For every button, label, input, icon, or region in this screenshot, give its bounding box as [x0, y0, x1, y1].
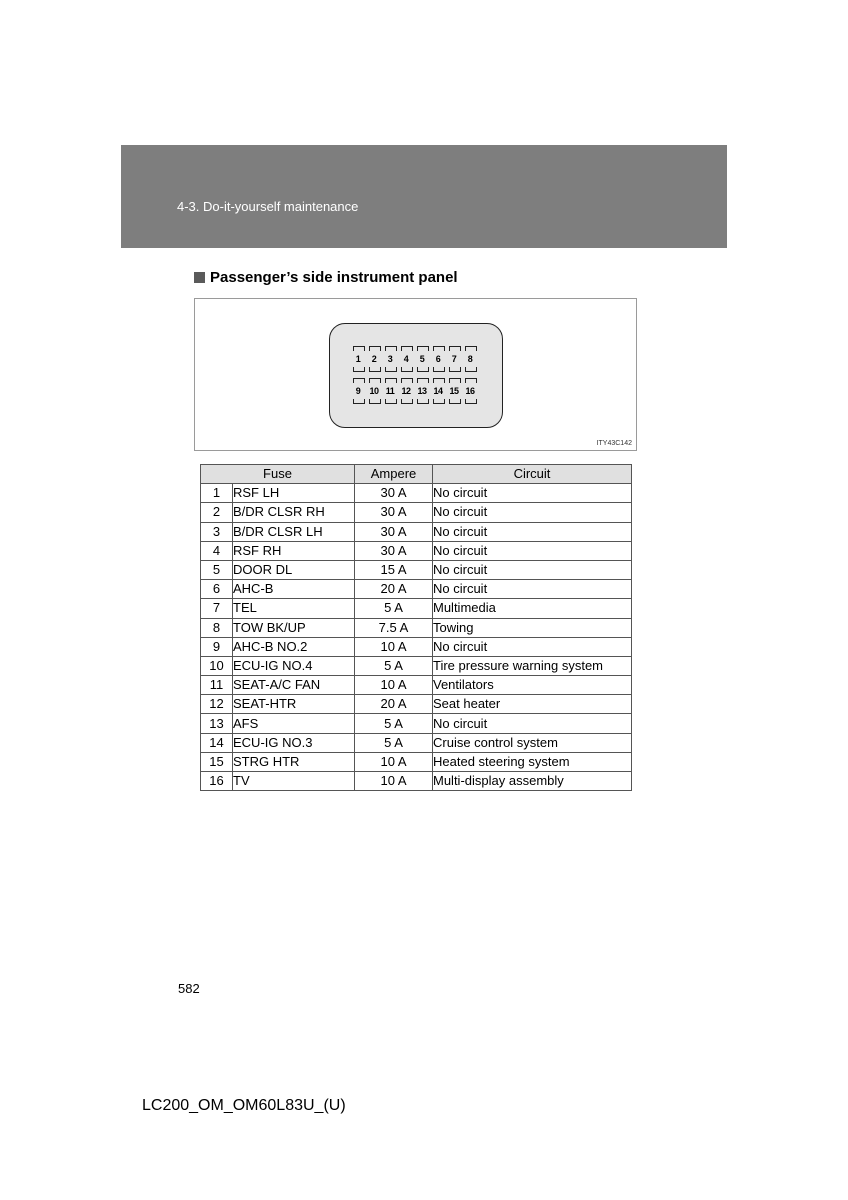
fuse-name-cell: B/DR CLSR LH [233, 522, 355, 541]
fuse-slot [383, 346, 399, 372]
circuit-cell: No circuit [433, 522, 632, 541]
table-row [201, 752, 632, 771]
ampere-cell: 30 A [355, 522, 433, 541]
table-row [201, 676, 632, 695]
fuse-slot [367, 346, 383, 372]
fuse-slot [399, 346, 415, 372]
fuse-slot [415, 378, 431, 404]
fuse-name-cell: SEAT-A/C FAN [233, 676, 355, 695]
circuit-cell: No circuit [433, 580, 632, 599]
fuse-name-cell: DOOR DL [233, 560, 355, 579]
fuse-box [329, 323, 503, 428]
table-row [201, 541, 632, 560]
fuse-number-cell: 6 [201, 580, 233, 599]
fuse-number: 1 [355, 354, 361, 364]
fuse-name-cell: TV [233, 772, 355, 791]
fuse-slot [431, 378, 447, 404]
table-row [201, 656, 632, 675]
ampere-cell: 30 A [355, 541, 433, 560]
fuse-name-cell: AFS [233, 714, 355, 733]
table-header-row [201, 465, 632, 484]
ampere-cell: 5 A [355, 656, 433, 675]
fuse-name-cell: TOW BK/UP [233, 618, 355, 637]
fuse-name-cell: TEL [233, 599, 355, 618]
fuse-number-cell: 5 [201, 560, 233, 579]
fuse-number: 7 [451, 354, 457, 364]
fuse-table-body [201, 484, 632, 791]
table-row [201, 733, 632, 752]
ampere-cell: 7.5 A [355, 618, 433, 637]
fuse-number-cell: 13 [201, 714, 233, 733]
table-row [201, 522, 632, 541]
ampere-cell: 15 A [355, 560, 433, 579]
fuse-slot [447, 346, 463, 372]
fuse-diagram [194, 298, 637, 451]
circuit-cell: No circuit [433, 503, 632, 522]
fuse-number-cell: 3 [201, 522, 233, 541]
fuse-name-cell: STRG HTR [233, 752, 355, 771]
section-header: 4-3. Do-it-yourself maintenance [177, 199, 359, 214]
fuse-number: 11 [385, 386, 395, 396]
fuse-number-cell: 16 [201, 772, 233, 791]
ampere-cell: 30 A [355, 484, 433, 503]
fuse-number-cell: 10 [201, 656, 233, 675]
circuit-cell: Tire pressure warning system [433, 656, 632, 675]
fuse-number: 16 [465, 386, 475, 396]
circuit-cell: Ventilators [433, 676, 632, 695]
fuse-name-cell: ECU-IG NO.3 [233, 733, 355, 752]
fuse-slot [367, 378, 383, 404]
fuse-number: 9 [355, 386, 361, 396]
fuse-name-cell: ECU-IG NO.4 [233, 656, 355, 675]
fuse-number: 2 [371, 354, 377, 364]
circuit-cell: No circuit [433, 714, 632, 733]
fuse-slot [351, 378, 367, 404]
table-row [201, 580, 632, 599]
table-row [201, 503, 632, 522]
table-row [201, 560, 632, 579]
fuse-slot [399, 378, 415, 404]
fuse-slot [447, 378, 463, 404]
ampere-cell: 5 A [355, 733, 433, 752]
square-bullet-icon [194, 272, 205, 283]
fuse-number: 15 [449, 386, 459, 396]
fuse-slot [431, 346, 447, 372]
fuse-number-cell: 14 [201, 733, 233, 752]
circuit-cell: Seat heater [433, 695, 632, 714]
fuse-number-cell: 7 [201, 599, 233, 618]
diagram-code: ITY43C142 [596, 440, 632, 447]
fuse-slot [463, 346, 479, 372]
fuse-number-cell: 1 [201, 484, 233, 503]
section-title-text: Passenger’s side instrument panel [210, 269, 458, 286]
fuse-number-cell: 9 [201, 637, 233, 656]
fuse-number: 14 [433, 386, 443, 396]
ampere-cell: 20 A [355, 695, 433, 714]
fuse-number: 12 [401, 386, 411, 396]
circuit-cell: No circuit [433, 484, 632, 503]
circuit-cell: No circuit [433, 560, 632, 579]
fuse-number-cell: 4 [201, 541, 233, 560]
fuse-number: 6 [435, 354, 441, 364]
fuse-number: 13 [417, 386, 427, 396]
fuse-number-cell: 12 [201, 695, 233, 714]
fuse-number-cell: 11 [201, 676, 233, 695]
circuit-cell: Multimedia [433, 599, 632, 618]
header-circuit: Circuit [433, 465, 632, 484]
circuit-cell: Cruise control system [433, 733, 632, 752]
circuit-cell: Multi-display assembly [433, 772, 632, 791]
fuse-name-cell: SEAT-HTR [233, 695, 355, 714]
fuse-slot [383, 378, 399, 404]
circuit-cell: No circuit [433, 541, 632, 560]
fuse-name-cell: AHC-B [233, 580, 355, 599]
fuse-number: 10 [369, 386, 379, 396]
table-row [201, 599, 632, 618]
section-title [194, 269, 458, 286]
fuse-row-bottom [351, 378, 479, 404]
fuse-name-cell: AHC-B NO.2 [233, 637, 355, 656]
table-row [201, 637, 632, 656]
header-band [121, 145, 727, 248]
table-row [201, 695, 632, 714]
fuse-number-cell: 15 [201, 752, 233, 771]
ampere-cell: 10 A [355, 772, 433, 791]
circuit-cell: No circuit [433, 637, 632, 656]
fuse-slot [415, 346, 431, 372]
fuse-name-cell: RSF RH [233, 541, 355, 560]
table-row [201, 714, 632, 733]
table-row [201, 772, 632, 791]
fuse-number: 8 [467, 354, 473, 364]
header-fuse: Fuse [201, 465, 355, 484]
fuse-name-cell: RSF LH [233, 484, 355, 503]
fuse-number: 5 [419, 354, 425, 364]
fuse-number-cell: 8 [201, 618, 233, 637]
ampere-cell: 5 A [355, 599, 433, 618]
ampere-cell: 20 A [355, 580, 433, 599]
ampere-cell: 10 A [355, 676, 433, 695]
document-code: LC200_OM_OM60L83U_(U) [142, 1097, 346, 1114]
fuse-slot [351, 346, 367, 372]
table-row [201, 484, 632, 503]
fuse-slot [463, 378, 479, 404]
header-ampere: Ampere [355, 465, 433, 484]
circuit-cell: Towing [433, 618, 632, 637]
fuse-row-top [351, 346, 479, 372]
fuse-name-cell: B/DR CLSR RH [233, 503, 355, 522]
ampere-cell: 5 A [355, 714, 433, 733]
fuse-number-cell: 2 [201, 503, 233, 522]
ampere-cell: 10 A [355, 752, 433, 771]
table-row [201, 618, 632, 637]
page-number: 582 [178, 981, 200, 996]
fuse-number: 3 [387, 354, 393, 364]
circuit-cell: Heated steering system [433, 752, 632, 771]
ampere-cell: 10 A [355, 637, 433, 656]
fuse-table [200, 464, 632, 791]
ampere-cell: 30 A [355, 503, 433, 522]
fuse-number: 4 [403, 354, 409, 364]
